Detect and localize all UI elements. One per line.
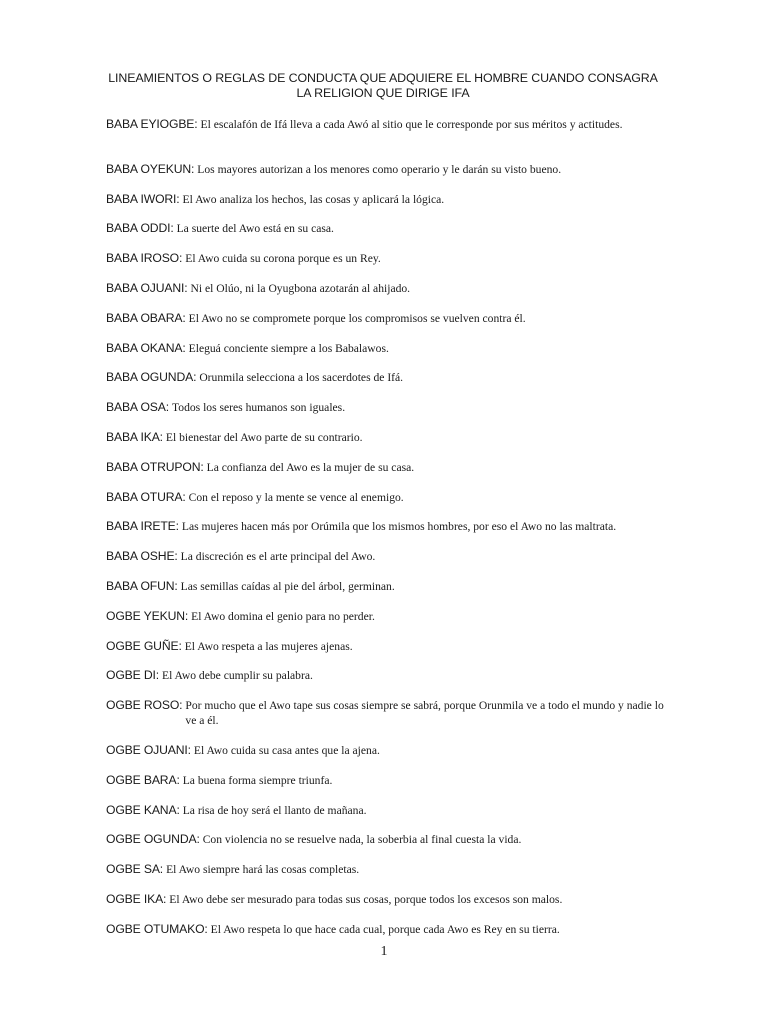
list-item — [106, 519, 666, 549]
entry-text: El Awo respeta lo que hace cada cual, porque cada Awo es Rey en su tierra. — [210, 922, 560, 936]
entry-text: El Awo respeta a las mujeres ajenas. — [184, 639, 353, 653]
entry-label: OGBE OGUNDA: — [106, 832, 200, 847]
entry-text: Los mayores autorizan a los menores como operario y le darán su visto bueno. — [197, 162, 562, 176]
entry-label: OGBE YEKUN: — [106, 608, 189, 623]
entry-text: El bienestar del Awo parte de su contrario. — [165, 430, 363, 444]
entry-label: BABA IROSO: — [106, 251, 183, 266]
list-item — [106, 579, 666, 609]
list-item — [106, 162, 666, 192]
list-item — [106, 341, 666, 371]
entry-label: BABA ODDI: — [106, 221, 174, 236]
entry-text: La buena forma siempre triunfa. — [182, 773, 333, 787]
entry-text: Las mujeres hacen más por Orúmila que los mismos hombres, por eso el Awo no las maltrata. — [181, 520, 617, 534]
page-number: 1 — [380, 944, 388, 959]
entry-text: Con el reposo y la mente se vence al enemigo. — [188, 490, 404, 504]
list-item — [106, 832, 666, 862]
list-item — [106, 281, 666, 311]
entry-text: El escalafón de Ifá lleva a cada Awó al sitio que le corresponde por sus méritos y actitudes. — [200, 118, 623, 131]
list-item — [106, 251, 666, 281]
entry-text: Todos los seres humanos son iguales. — [172, 401, 346, 415]
list-item — [106, 430, 666, 460]
entry-label: OGBE OTUMAKO: — [106, 921, 208, 936]
list-item — [106, 803, 666, 833]
entry-label: BABA EYIOGBE: — [106, 117, 198, 131]
list-item — [106, 311, 666, 341]
entry-label: BABA OGUNDA: — [106, 370, 197, 385]
entry-text: Las semillas caídas al pie del árbol, germinan. — [180, 579, 395, 593]
document-title: LINEAMIENTOS O REGLAS DE CONDUCTA QUE ADQUIERE EL HOMBRE CUANDO CONSAGRA LA RELIGION QUE DIRIGE IFA — [108, 71, 658, 100]
entry-label: BABA OSA: — [106, 400, 170, 415]
entry-text: Con violencia no se resuelve nada, la soberbia al final cuesta la vida. — [202, 833, 522, 847]
entry-label: BABA OSHE: — [106, 549, 178, 564]
list-item — [106, 117, 666, 162]
entry-label: BABA OTRUPON: — [106, 459, 204, 474]
list-item — [106, 400, 666, 430]
list-item — [106, 639, 666, 669]
list-item — [106, 743, 666, 773]
list-item — [106, 773, 666, 803]
entry-label: OGBE BARA: — [106, 772, 180, 787]
entry-label: BABA OBARA: — [106, 310, 186, 325]
entry-label: OGBE DI: — [106, 668, 159, 683]
entry-text: El Awo siempre hará las cosas completas. — [166, 863, 360, 877]
entry-text: La suerte del Awo está en su casa. — [176, 222, 334, 236]
entry-label: BABA IRETE: — [106, 519, 179, 534]
list-item — [106, 460, 666, 490]
entry-text: El Awo no se compromete porque los compromisos se vuelven contra él. — [188, 311, 526, 325]
entry-label: BABA OKANA: — [106, 340, 186, 355]
entry-label: BABA OJUANI: — [106, 280, 188, 295]
list-item — [106, 892, 666, 922]
entry-label: BABA IWORI: — [106, 191, 180, 206]
entry-label: OGBE KANA: — [106, 802, 180, 817]
entries-list — [106, 117, 666, 952]
list-item — [106, 490, 666, 520]
entry-text: Por mucho que el Awo tape sus cosas siempre se sabrá, porque Orunmila ve a todo el mundo y nadie lo ve a él. — [185, 699, 664, 728]
entry-text: El Awo cuida su casa antes que la ajena. — [193, 743, 380, 757]
entry-label: OGBE OJUANI: — [106, 742, 191, 757]
entry-text: El Awo cuida su corona porque es un Rey. — [185, 252, 381, 266]
list-item — [106, 698, 666, 743]
list-item — [106, 862, 666, 892]
list-item — [106, 221, 666, 251]
entry-label: OGBE ROSO: — [106, 698, 183, 713]
entry-label: OGBE IKA: — [106, 891, 167, 906]
entry-label: BABA OYEKUN: — [106, 161, 195, 176]
entry-text: La confianza del Awo es la mujer de su casa. — [206, 460, 415, 474]
entry-label: BABA IKA: — [106, 429, 163, 444]
entry-text: El Awo analiza los hechos, las cosas y aplicará la lógica. — [182, 192, 445, 206]
entry-text: El Awo debe ser mesurado para todas sus cosas, porque todos los excesos son malos. — [169, 892, 563, 906]
entry-text: Ni el Olúo, ni la Oyugbona azotarán al ahijado. — [190, 281, 411, 295]
entry-text: El Awo debe cumplir su palabra. — [161, 669, 313, 683]
entry-text: El Awo domina el genio para no perder. — [191, 609, 375, 623]
entry-text: La risa de hoy será el llanto de mañana. — [182, 803, 367, 817]
entry-label: BABA OTURA: — [106, 489, 186, 504]
entry-label: OGBE GUÑE: — [106, 638, 182, 653]
list-item — [106, 370, 666, 400]
entry-text: Eleguá conciente siempre a los Babalawos. — [188, 341, 389, 355]
entry-label: OGBE SA: — [106, 862, 164, 877]
list-item — [106, 192, 666, 222]
list-item — [106, 549, 666, 579]
entry-text: Orunmila selecciona a los sacerdotes de Ifá. — [199, 371, 404, 385]
entry-label: BABA OFUN: — [106, 578, 178, 593]
list-item — [106, 668, 666, 698]
entry-text: La discreción es el arte principal del Awo. — [180, 550, 376, 564]
list-item — [106, 609, 666, 639]
